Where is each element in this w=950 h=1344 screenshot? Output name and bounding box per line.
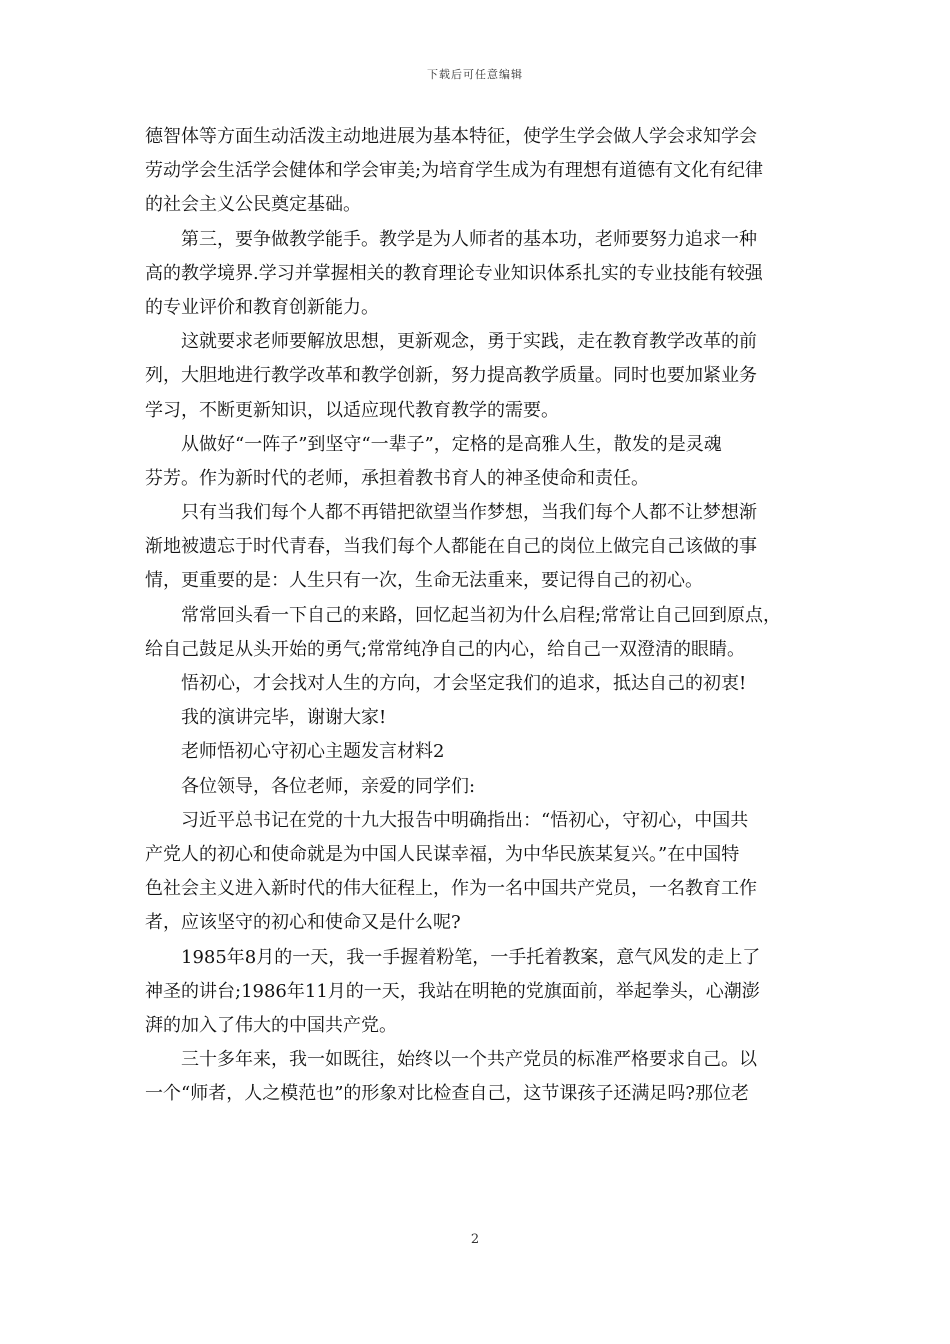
text-line: 这就要求老师要解放思想，更新观念，勇于实践，走在教育教学改革的前 bbox=[181, 331, 757, 353]
text-line: 色社会主义进入新时代的伟大征程上，作为一名中国共产党员，一名教育工作 bbox=[145, 878, 757, 900]
text-line: 给自己鼓足从头开始的勇气;常常纯净自己的内心，给自己一双澄清的眼睛。 bbox=[145, 638, 746, 660]
text-line: 各位领导，各位老师，亲爱的同学们: bbox=[181, 775, 476, 797]
text-line: 习近平总书记在党的十九大报告中明确指出：“悟初心，守初心，中国共 bbox=[181, 809, 749, 831]
text-line: 三十多年来，我一如既往，始终以一个共产党员的标准严格要求自己。以 bbox=[181, 1049, 757, 1071]
text-line: 从做好“一阵子”到坚守“一辈子”，定格的是高雅人生，散发的是灵魂 bbox=[181, 433, 722, 455]
text-line: 神圣的讲台;1986年11月的一天，我站在明艳的党旗面前，举起拳头，心潮澎 bbox=[145, 980, 760, 1002]
text-line: 产党人的初心和使命就是为中国人民谋幸福，为中华民族某复兴。”在中国特 bbox=[145, 843, 740, 865]
text-line: 老师悟初心守初心主题发言材料2 bbox=[181, 741, 445, 763]
text-line: 只有当我们每个人都不再错把欲望当作梦想，当我们每个人都不让梦想渐 bbox=[181, 502, 757, 524]
text-line: 的专业评价和教育创新能力。 bbox=[145, 296, 379, 318]
text-line: 渐地被遗忘于时代青春，当我们每个人都能在自己的岗位上做完自己该做的事 bbox=[145, 536, 757, 558]
text-line: 劳动学会生活学会健体和学会审美;为培育学生成为有理想有道德有文化有纪律 bbox=[145, 160, 764, 182]
text-line: 芬芳。作为新时代的老师，承担着教书育人的神圣使命和责任。 bbox=[145, 467, 649, 489]
text-line: 的社会主义公民奠定基础。 bbox=[145, 194, 361, 216]
text-line: 德智体等方面生动活泼主动地进展为基本特征，使学生学会做人学会求知学会 bbox=[145, 126, 757, 147]
text-line: 1985年8月的一天，我一手握着粉笔，一手托着教案，意气风发的走上了 bbox=[181, 946, 761, 968]
text-line: 者，应该坚守的初心和使命又是什么呢? bbox=[145, 912, 461, 934]
text-line: 悟初心，才会找对人生的方向，才会坚定我们的追求，抵达自己的初衷! bbox=[181, 673, 747, 694]
text-line: 第三，要争做教学能手。教学是为人师者的基本功，老师要努力追求一种 bbox=[181, 228, 757, 250]
text-line: 常常回头看一下自己的来路，回忆起当初为什么启程;常常让自己回到原点， bbox=[181, 604, 782, 626]
text-line: 我的演讲完毕，谢谢大家! bbox=[181, 707, 387, 729]
page-header: 下载后可任意编辑 bbox=[427, 68, 523, 81]
document-body bbox=[145, 120, 808, 1111]
text-line: 列，大胆地进行教学改革和教学创新，努力提高教学质量。同时也要加紧业务 bbox=[145, 365, 757, 387]
text-line: 高的教学境界.学习并掌握相关的教育理论专业知识体系扎实的专业技能有较强 bbox=[145, 262, 763, 284]
text-line: 湃的加入了伟大的中国共产党。 bbox=[145, 1014, 397, 1036]
text-line: 一个“师者，人之模范也”的形象对比检查自己，这节课孩子还满足吗?那位老 bbox=[145, 1083, 750, 1105]
text-line: 学习，不断更新知识，以适应现代教育教学的需要。 bbox=[145, 399, 559, 421]
page-number: 2 bbox=[470, 1232, 480, 1247]
text-line: 情，更重要的是：人生只有一次，生命无法重来，要记得自己的初心。 bbox=[145, 570, 703, 592]
